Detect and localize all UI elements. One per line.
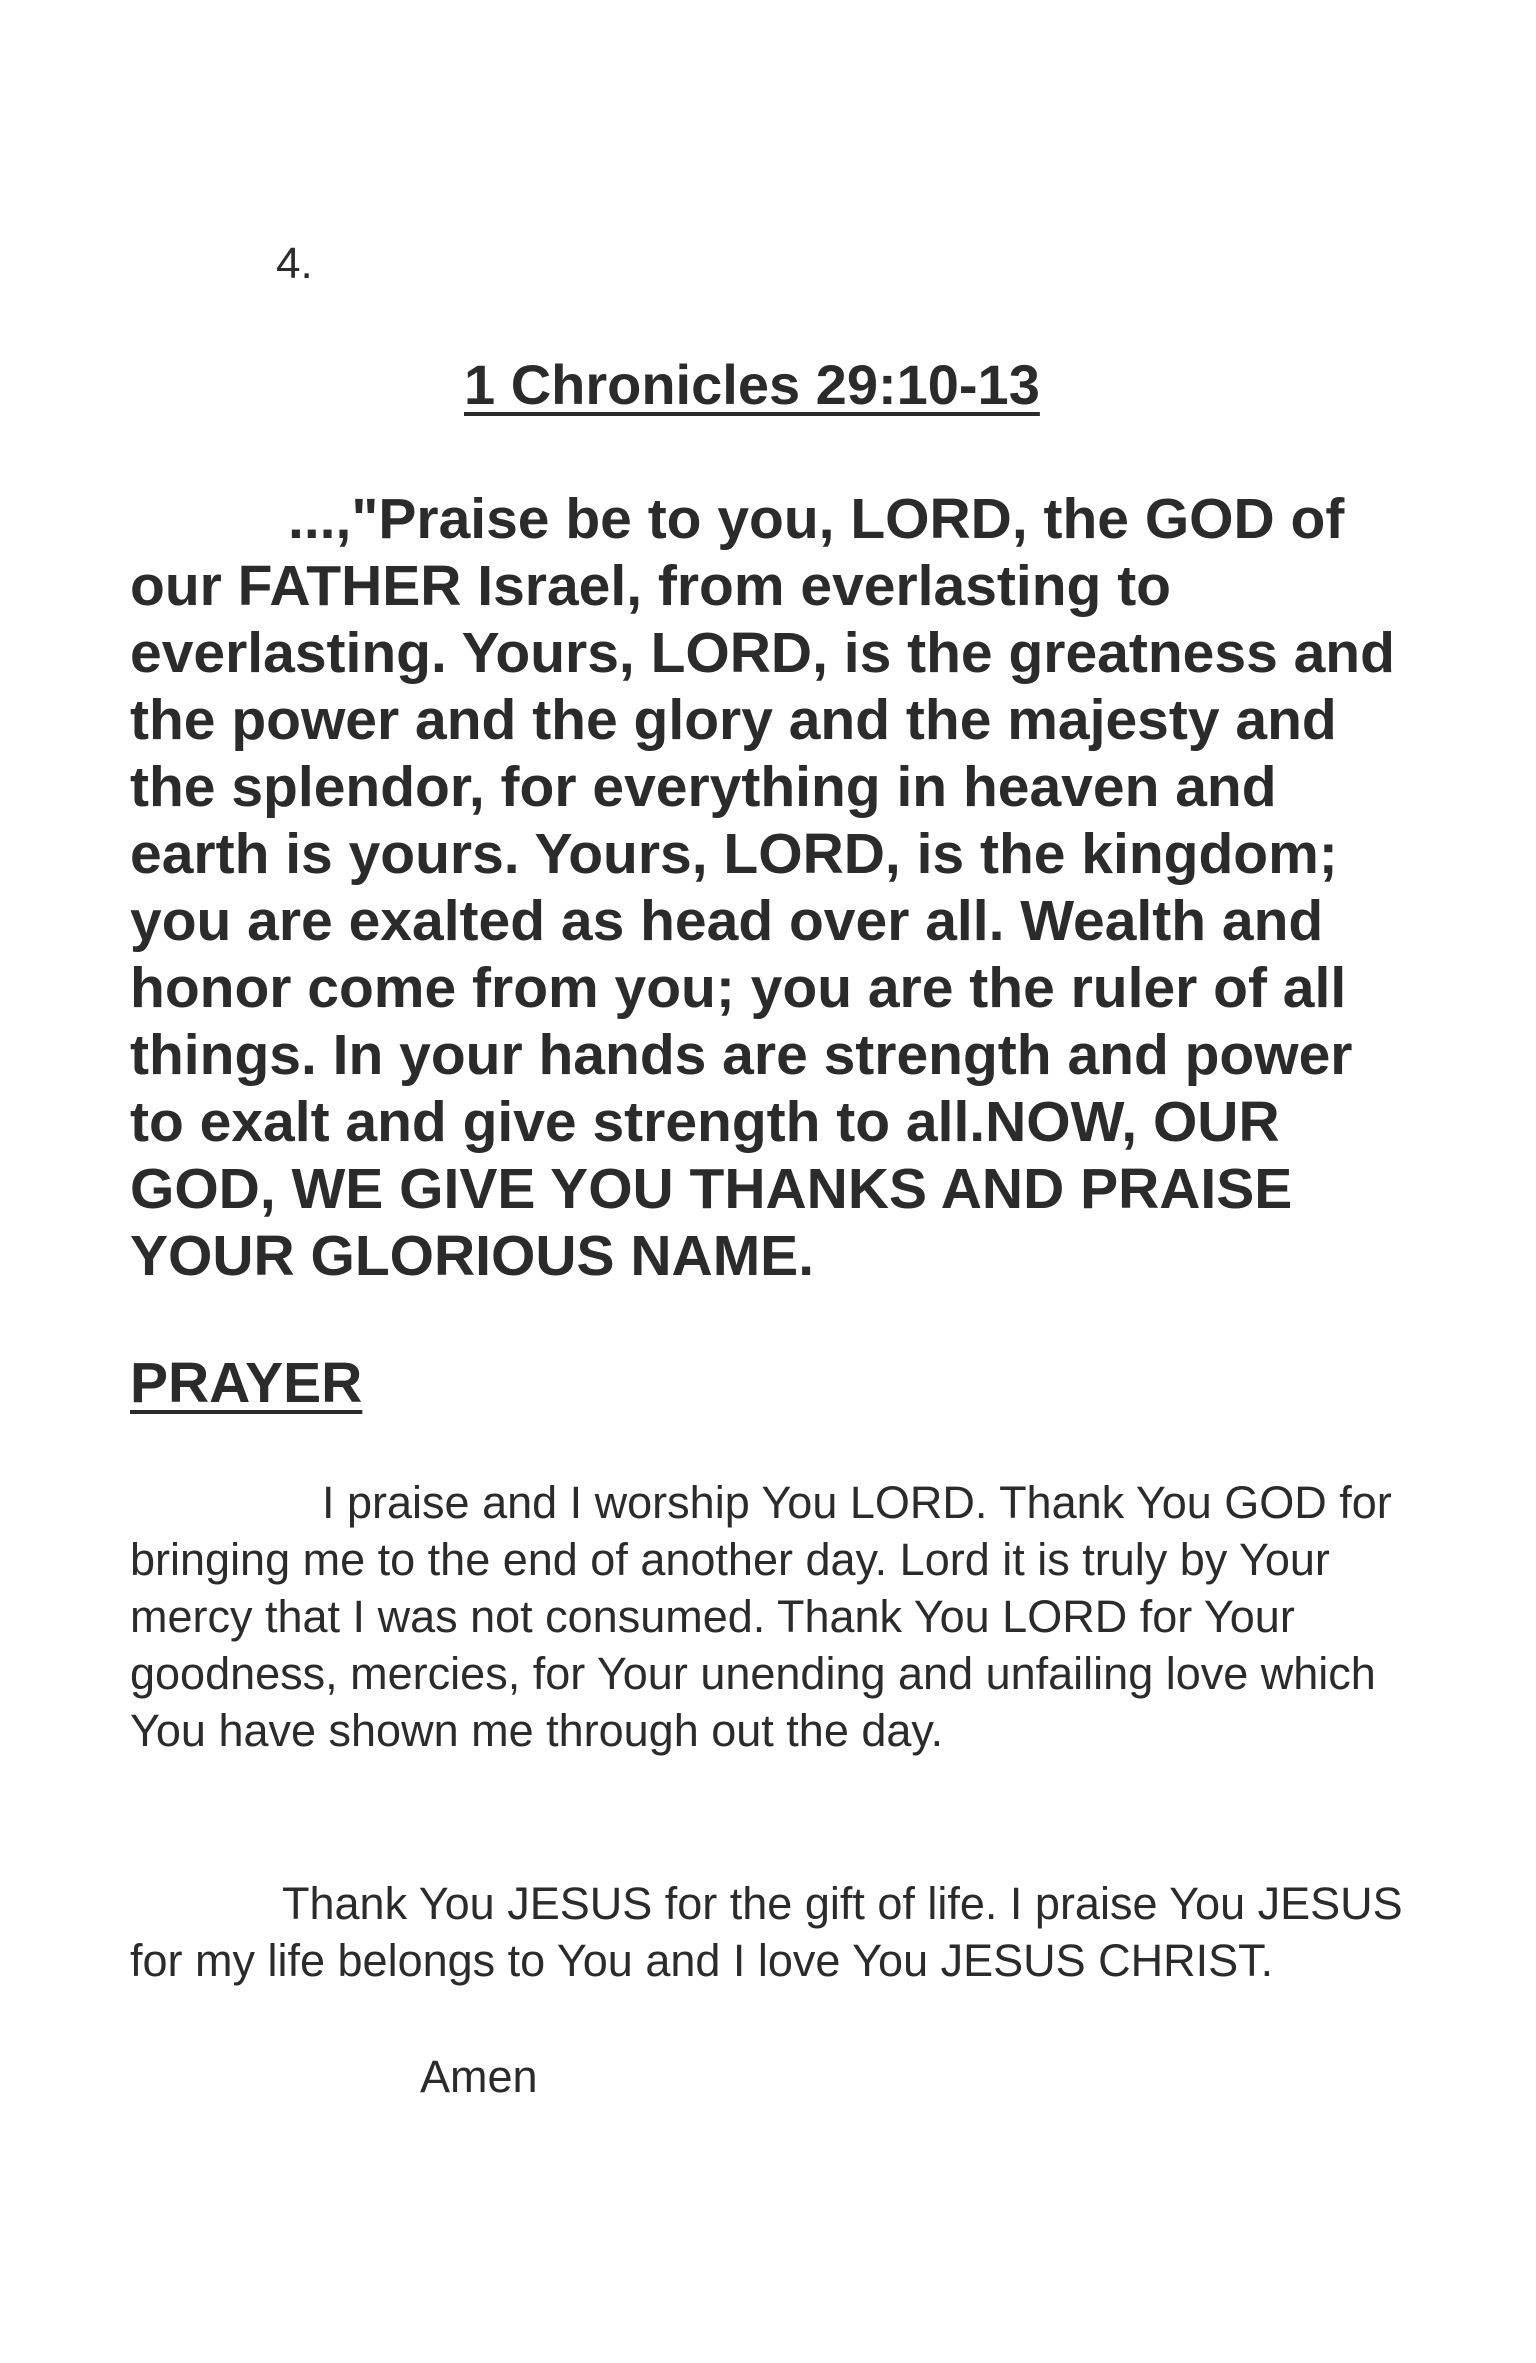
prayer-paragraph: I praise and I worship You LORD. Thank You GOD for bringing me to the end of another day. Lord it is truly by Your mercy that I was not consumed. Thank You LORD for Your goodness, mercies, for Your unending and unfailing love which You have shown me through out the day. — [130, 1477, 1392, 1756]
scripture-passage: ...,"Praise be to you, LORD, the GOD of our FATHER Israel, from everlasting to everlasting. Yours, LORD, is the greatness and the power and the glory and the majesty and the splendor, for everything in heaven and earth is yours. Yours, LORD, is the kingdom; you are exalted as head over all. Wealth and honor come from you; you are the ruler of all things. In your hands are strength and power to exalt and give strength to all.NOW, OUR GOD, WE GIVE YOU THANKS AND PRAISE YOUR GLORIOUS NAME. — [130, 487, 1395, 1288]
page-number: 4. — [276, 239, 313, 288]
prayer-heading: PRAYER — [130, 1351, 363, 1415]
prayer-paragraph: Thank You JESUS for the gift of life. I praise You JESUS for my life belongs to You and I love You JESUS CHRIST. — [130, 1878, 1403, 1986]
scripture-reference-heading: 1 Chronicles 29:10-13 — [464, 353, 1040, 416]
prayer-closing: Amen — [420, 2051, 538, 2102]
